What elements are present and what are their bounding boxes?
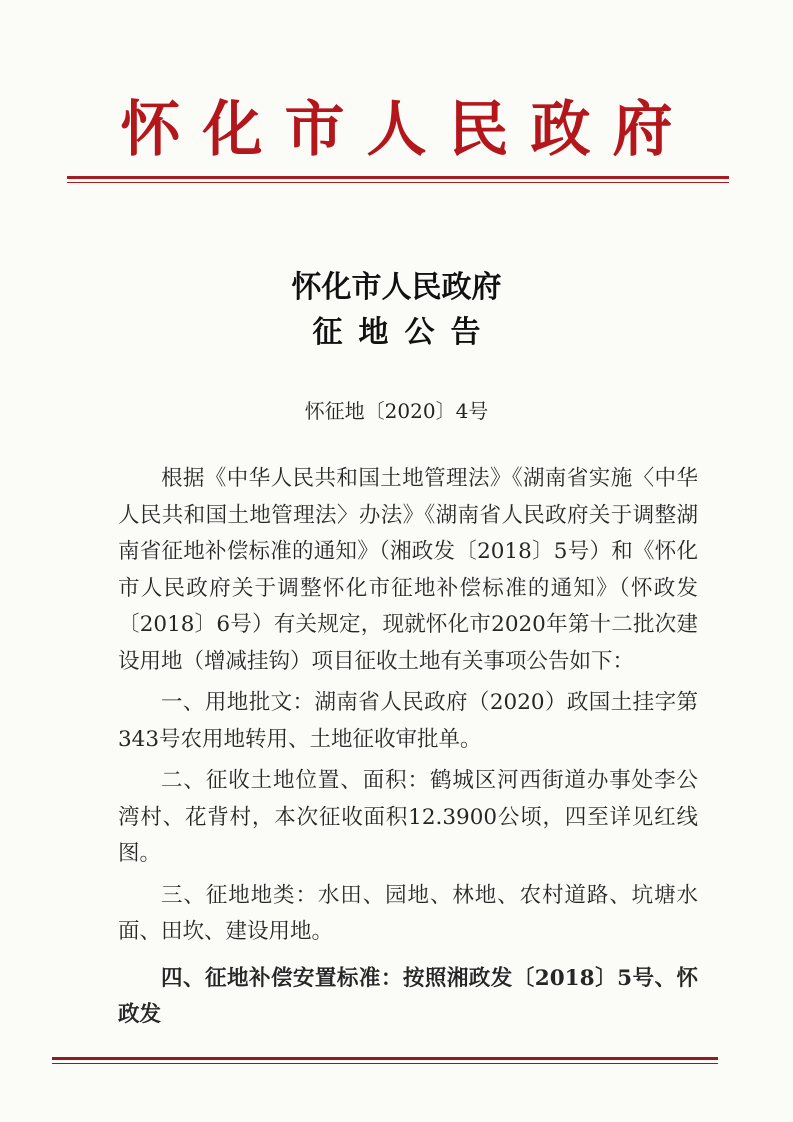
footer-rule-thick	[52, 1057, 718, 1060]
section-2-location-area: 二、征收土地位置、面积：鹤城区河西街道办事处李公湾村、花背村，本次征收面积12.3900公顷，四至详见红线图。	[118, 768, 698, 866]
document-number: 怀征地〔2020〕4号	[304, 399, 489, 423]
masthead-rule-thick	[67, 176, 729, 179]
section-3-land-types: 三、征地地类：水田、园地、林地、农村道路、坑塘水面、田坎、建设用地。	[118, 882, 698, 944]
notice-issuer-title: 怀化市人民政府	[291, 270, 502, 305]
intro-paragraph: 根据《中华人民共和国土地管理法》《湖南省实施〈中华人民共和国土地管理法〉办法》《湖南省人民政府关于调整湖南省征地补偿标准的通知》（湘政发〔2018〕5号）和《怀化市人民政府关于调整怀化市征地补偿标准的通知》（怀政发〔2018〕6号）有关规定，现就怀化市2020年第十二批次建设用地（增减挂钩）项目征收土地有关事项公告如下：	[118, 466, 698, 674]
section-1-approval: 一、用地批文：湖南省人民政府（2020）政国土挂字第343号农用地转用、土地征收审批单。	[118, 690, 698, 752]
masthead-rule-thin	[67, 182, 729, 183]
section-4-compensation: 四、征地补偿安置标准：按照湘政发〔2018〕5号、怀政发	[118, 965, 698, 1027]
masthead-title: 怀化市人民政府	[120, 95, 695, 165]
notice-body	[118, 461, 698, 1034]
notice-subject-title: 征地公告	[312, 315, 497, 350]
footer-rule-thin	[52, 1063, 718, 1064]
